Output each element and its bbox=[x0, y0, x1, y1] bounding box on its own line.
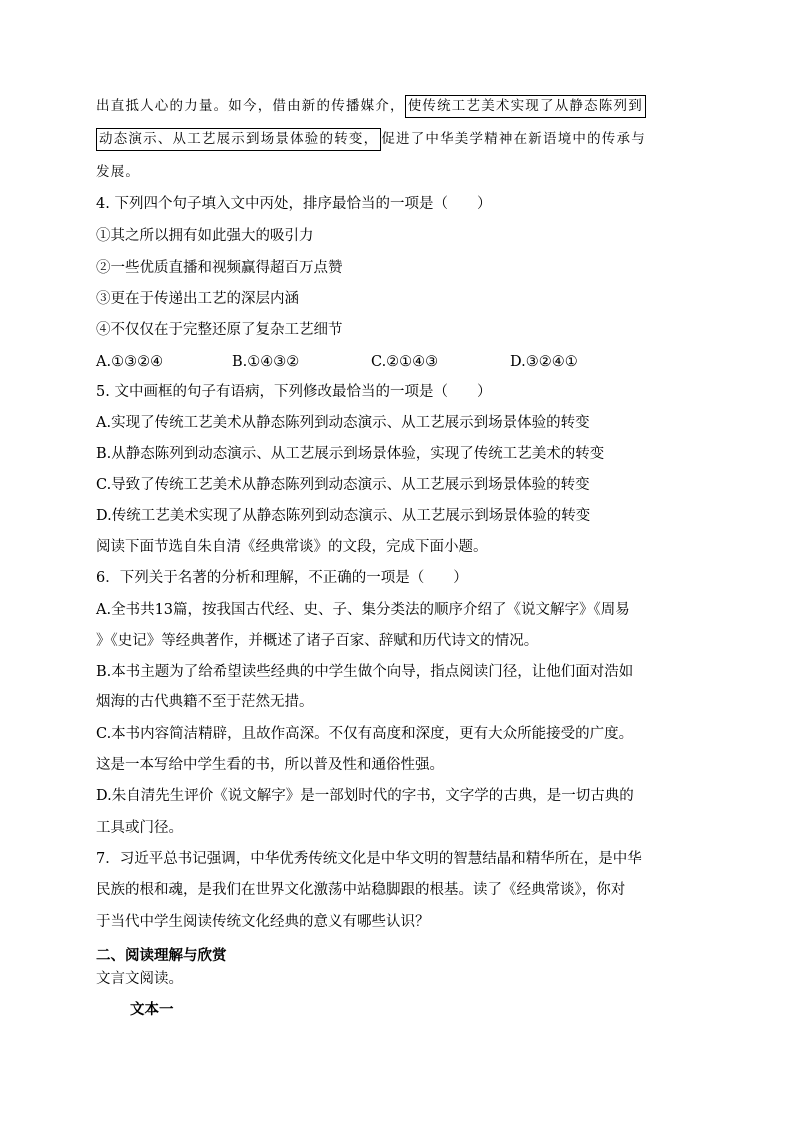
q4-sentence-3: ③更在于传递出工艺的深层内涵 bbox=[96, 291, 299, 307]
q6-option-c-line-2: 这是一本写给中学生看的书，所以普及性和通俗性强。 bbox=[96, 757, 444, 773]
q4-sentence-2: ②一些优质直播和视频赢得超百万点赞 bbox=[96, 260, 343, 276]
passage-line-1 bbox=[96, 96, 646, 116]
q6-option-c-line-1: C.本书内容简洁精辟，且故作高深。不仅有高度和深度，更有大众所能接受的广度。 bbox=[96, 726, 634, 742]
question-7-line-2: 民族的根和魂，是我们在世界文化激荡中站稳脚跟的根基。读了《经典常谈》，你对 bbox=[96, 882, 626, 898]
q6-option-b-line-2: 烟海的古代典籍不至于茫然无措。 bbox=[96, 694, 314, 710]
section-subheading: 文言文阅读。 bbox=[96, 971, 183, 987]
boxed-sentence-part-2: 动态演示、从工艺展示到场景体验的转变， bbox=[96, 128, 381, 151]
q4-sentence-4: ④不仅仅在于完整还原了复杂工艺细节 bbox=[96, 322, 343, 338]
passage-line-2 bbox=[96, 129, 646, 149]
q4-sentence-1: ①其之所以拥有如此强大的吸引力 bbox=[96, 228, 314, 244]
q4-option-d: D.③②④① bbox=[510, 354, 578, 370]
passage-text: 出直抵人心的力量。如今，借由新的传播媒介， bbox=[96, 98, 405, 114]
text-label: 文本一 bbox=[130, 1002, 174, 1018]
question-5-stem: 5. 文中画框的句子有语病，下列修改最恰当的一项是（ ） bbox=[96, 384, 492, 400]
q4-option-c: C.②①④③ bbox=[371, 354, 439, 370]
q6-option-d-line-2: 工具或门径。 bbox=[96, 820, 183, 836]
q6-option-a-line-2: 》《史记》等经典著作，并概述了诸子百家、辞赋和历代诗文的情况。 bbox=[96, 633, 539, 649]
question-7-line-1: 7．习近平总书记强调，中华优秀传统文化是中华文明的智慧结晶和精华所在，是中华 bbox=[96, 851, 642, 867]
passage-text: 促进了中华美学精神在新语境中的传承与 bbox=[381, 131, 646, 147]
q6-option-d-line-1: D.朱自清先生评价《说文解字》是一部划时代的字书，文字学的古典，是一切古典的 bbox=[96, 788, 634, 804]
q6-option-b-line-1: B.本书主题为了给希望读些经典的中学生做个向导，指点阅读门径，让他们面对浩如 bbox=[96, 664, 634, 680]
q5-option-c: C.导致了传统工艺美术从静态陈列到动态演示、从工艺展示到场景体验的转变 bbox=[96, 477, 590, 493]
reading-instruction: 阅读下面节选自朱自清《经典常谈》的文段，完成下面小题。 bbox=[96, 539, 488, 555]
passage-line-3: 发展。 bbox=[96, 164, 141, 180]
section-heading: 二、阅读理解与欣赏 bbox=[96, 948, 227, 964]
q5-option-b: B.从静态陈列到动态演示、从工艺展示到场景体验，实现了传统工艺美术的转变 bbox=[96, 446, 605, 462]
q5-option-d: D.传统工艺美术实现了从静态陈列到动态演示、从工艺展示到场景体验的转变 bbox=[96, 508, 591, 524]
question-7-line-3: 于当代中学生阅读传统文化经典的意义有哪些认识？ bbox=[96, 914, 430, 930]
boxed-sentence-part-1: 使传统工艺美术实现了从静态陈列到 bbox=[405, 95, 646, 118]
question-4-stem: 4. 下列四个句子填入文中丙处，排序最恰当的一项是（ ） bbox=[96, 196, 492, 212]
question-6-stem: 6．下列关于名著的分析和理解，不正确的一项是（ ） bbox=[96, 570, 468, 586]
q4-option-a: A.①③②④ bbox=[96, 354, 164, 370]
q6-option-a-line-1: A.全书共13篇，按我国古代经、史、子、集分类法的顺序介绍了《说文解字》《周易 bbox=[96, 602, 630, 618]
q4-option-b: B.①④③② bbox=[232, 354, 300, 370]
q5-option-a: A.实现了传统工艺美术从静态陈列到动态演示、从工艺展示到场景体验的转变 bbox=[96, 415, 590, 431]
